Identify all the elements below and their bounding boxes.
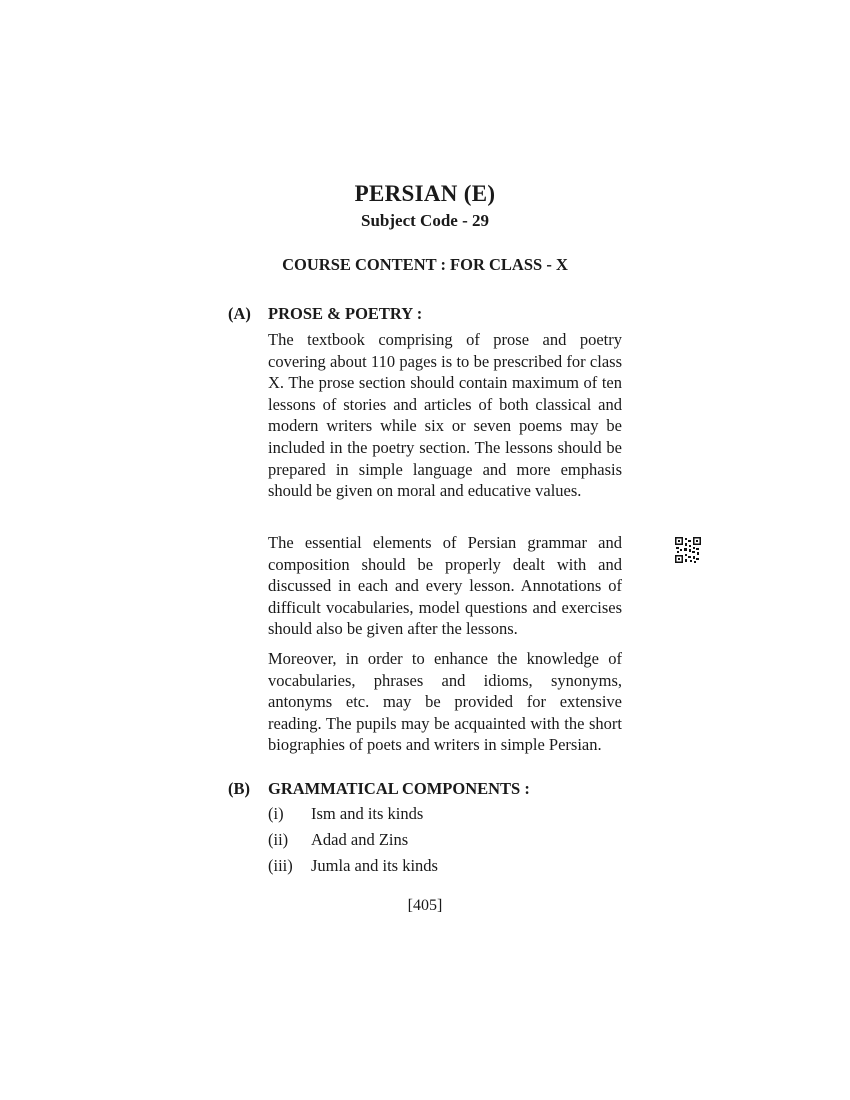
section-a-label: (A)	[228, 304, 251, 323]
list-item-number: (iii)	[268, 856, 293, 875]
list-item	[268, 856, 438, 876]
subject-code: Subject Code - 29	[361, 211, 489, 230]
list-item-text: Ism and its kinds	[311, 804, 424, 823]
section-a-heading: PROSE & POETRY :	[268, 304, 423, 323]
list-item	[268, 804, 423, 824]
list-item-number: (i)	[268, 804, 284, 823]
list-item-number: (ii)	[268, 830, 289, 849]
section-a-paragraph-3: Moreover, in order to enhance the knowledge of vocabularies, phrases and idioms, synonyms, antonyms etc. may be provided for extensive reading. The pupils may be acquainted with the short biographies of poets and writers in simple Persian.	[268, 649, 622, 755]
section-a-paragraph-2: The essential elements of Persian grammar and composition should be properly dealt with and discussed in each and every lesson. Annotations of difficult vocabularies, model questions and exercises should also be given after the lessons.	[268, 533, 622, 639]
list-item-text: Jumla and its kinds	[311, 856, 438, 875]
section-a-paragraph-1: The textbook comprising of prose and poetry covering about 110 pages is to be prescribed for class X. The prose section should contain maximum of ten lessons of stories and articles of both classical and modern writers while six or seven poems may be included in the poetry section. The lessons should be prepared in simple language and more emphasis should be given on moral and educative values.	[268, 330, 622, 501]
page-number: [405]	[407, 897, 443, 914]
course-content-heading: COURSE CONTENT : FOR CLASS - X	[282, 255, 568, 274]
section-b-label: (B)	[228, 779, 250, 798]
list-item-text: Adad and Zins	[311, 830, 409, 849]
section-b-heading: GRAMMATICAL COMPONENTS :	[268, 779, 530, 798]
list-item	[268, 830, 408, 850]
page-title: PERSIAN (E)	[354, 181, 496, 206]
qr-code-icon	[675, 537, 701, 563]
